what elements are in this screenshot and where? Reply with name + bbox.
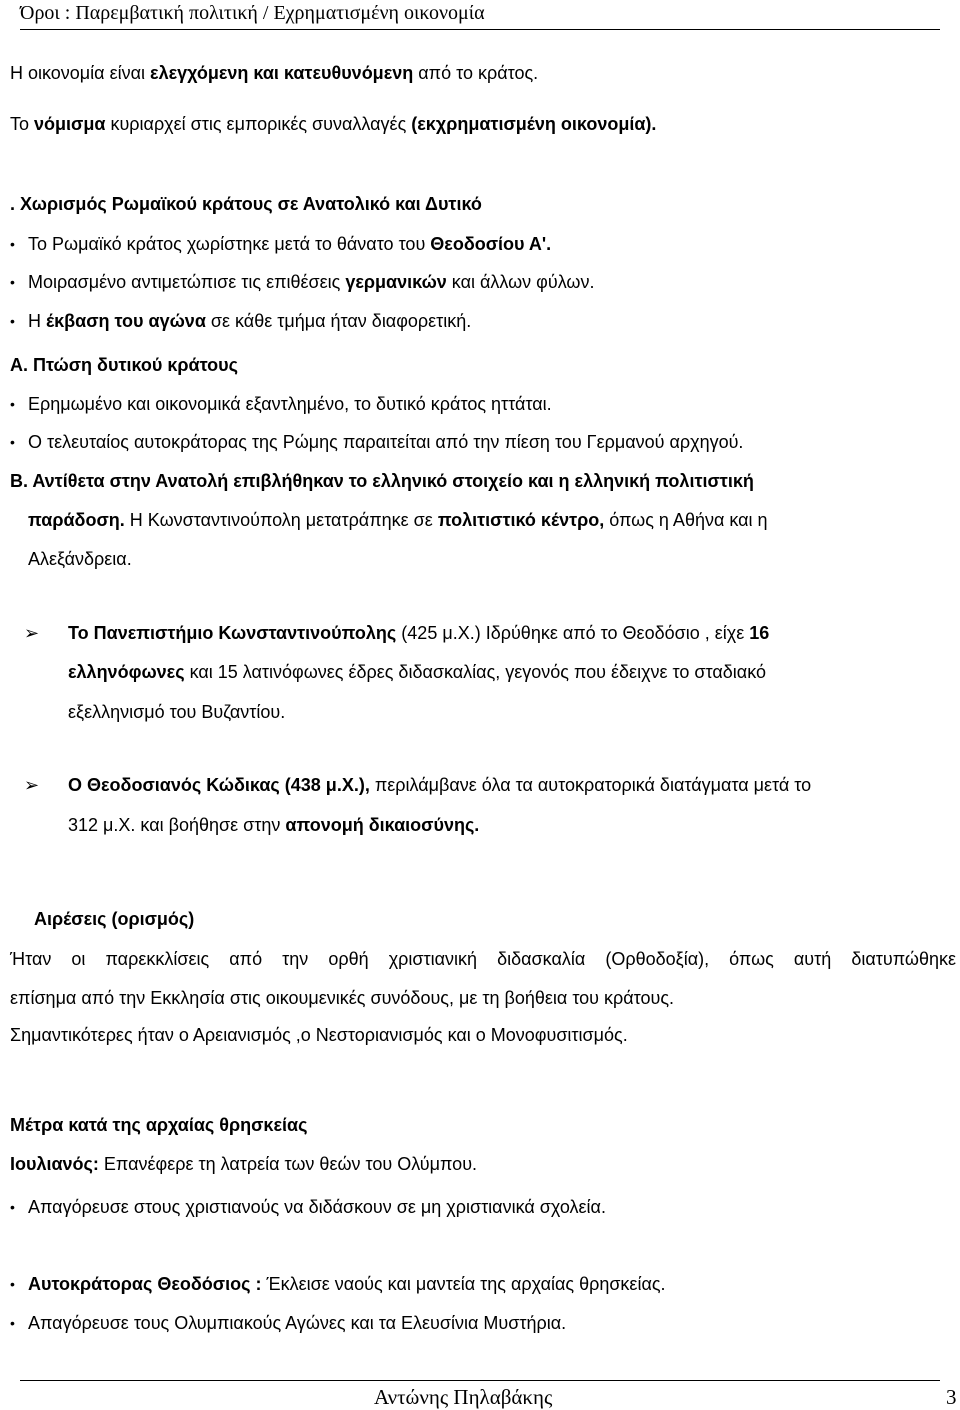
university-line-1: Το Πανεπιστήμιο Κωνσταντινούπολης (425 μ.Χ.) Ιδρύθηκε από το Θεοδόσιο , είχε 16 — [68, 623, 770, 643]
west-bullet-1: • Ερημωμένο και οικονομικά εξαντλημένο, το δυτικό κράτος ηττάται. — [28, 393, 552, 415]
east-line-2: παράδοση. Η Κωνσταντινούπολη μετατράπηκε σε πολιτιστικό κέντρο, όπως η Αθήνα και η — [28, 510, 768, 530]
university-line-3: εξελληνισμό του Βυζαντίου. — [68, 702, 286, 722]
page-number: 3 — [946, 1385, 957, 1409]
intro-line-2: Το νόμισμα κυριαρχεί στις εμπορικές συναλλαγές (εκχρηματισμένη οικονομία). — [10, 114, 657, 134]
heresies-line-1: Ήταν οι παρεκκλίσεις από την ορθή χριστιανική διδασκαλία (Ορθοδοξία), όπως αυτή διατυπώθηκε — [10, 949, 956, 969]
west-bullet-2: • Ο τελευταίος αυτοκράτορας της Ρώμης παραιτείται από την πίεση του Γερμανού αρχηγού. — [28, 431, 743, 453]
measures-bullet-1: • Απαγόρευσε στους χριστιανούς να διδάσκουν σε μη χριστιανικά σχολεία. — [28, 1196, 606, 1218]
university-line-2: ελληνόφωνες και 15 λατινόφωνες έδρες διδασκαλίας, γεγονός που έδειχνε το σταδιακό — [68, 662, 766, 682]
arrow-bullet-icon: ➢ — [24, 623, 40, 643]
division-bullet-3: • Η έκβαση του αγώνα σε κάθε τμήμα ήταν διαφορετική. — [28, 310, 471, 332]
code-line-2: 312 μ.Χ. και βοήθησε στην απονομή δικαιοσύνης. — [68, 815, 480, 835]
measures-line-1: Ιουλιανός: Επανέφερε τη λατρεία των θεών του Ολύμπου. — [10, 1154, 478, 1174]
footer-author: Αντώνης Πηλαβάκης — [374, 1385, 553, 1409]
measures-bullet-2: • Αυτοκράτορας Θεοδόσιος : Έκλεισε ναούς και μαντεία της αρχαίας θρησκείας. — [28, 1273, 666, 1295]
heresies-heading: Αιρέσεις (ορισμός) — [34, 909, 195, 929]
footer-divider — [20, 1380, 940, 1381]
west-heading: Α. Πτώση δυτικού κράτους — [10, 355, 238, 375]
division-bullet-1: • Το Ρωμαϊκό κράτος χωρίστηκε μετά το θάνατο του Θεοδοσίου Α'. — [28, 233, 551, 255]
code-line-1: Ο Θεοδοσιανός Κώδικας (438 μ.Χ.), περιλάμβανε όλα τα αυτοκρατορικά διατάγματα μετά το — [68, 775, 812, 795]
division-bullet-2: • Μοιρασμένο αντιμετώπισε τις επιθέσεις γερμανικών και άλλων φύλων. — [28, 271, 594, 293]
division-heading: . Χωρισμός Ρωμαϊκού κράτους σε Ανατολικό και Δυτικό — [10, 194, 482, 214]
east-line-3: Αλεξάνδρεια. — [28, 549, 132, 569]
east-line-1: Β. Αντίθετα στην Ανατολή επιβλήθηκαν το ελληνικό στοιχείο και η ελληνική πολιτιστική — [10, 471, 754, 491]
arrow-bullet-icon: ➢ — [24, 775, 40, 795]
measures-bullet-3: • Απαγόρευσε τους Ολυμπιακούς Αγώνες και τα Ελευσίνια Μυστήρια. — [28, 1312, 566, 1334]
page-title: Όροι : Παρεμβατική πολιτική / Εχρηματισμένη οικονομία — [20, 0, 940, 30]
heresies-line-3: Σημαντικότερες ήταν ο Αρειανισμός ,ο Νεστοριανισμός και ο Μονοφυσιτισμός. — [10, 1025, 628, 1045]
measures-heading: Μέτρα κατά της αρχαίας θρησκείας — [10, 1115, 308, 1135]
heresies-line-2: επίσημα από την Εκκλησία στις οικουμενικές συνόδους, με τη βοήθεια του κράτους. — [10, 988, 675, 1008]
intro-line-1: Η οικονομία είναι ελεγχόμενη και κατευθυνόμενη από το κράτος. — [10, 63, 539, 83]
